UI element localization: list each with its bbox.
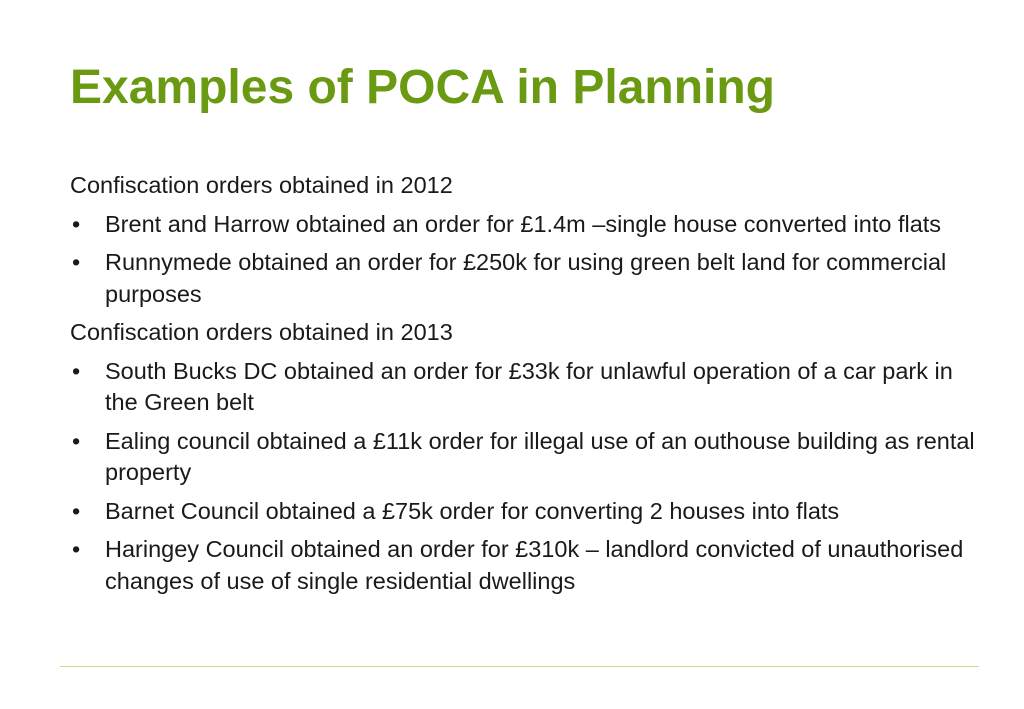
section-heading-2013: Confiscation orders obtained in 2013: [70, 319, 453, 345]
list-item: [70, 247, 980, 310]
bullet-list-2012: [70, 209, 980, 311]
section-heading-2012: Confiscation orders obtained in 2012: [70, 172, 453, 198]
list-item-text: Ealing council obtained a £11k order for illegal use of an outhouse building as rental property: [105, 427, 975, 485]
footer-divider: [60, 666, 979, 667]
list-item: [70, 426, 980, 489]
list-item: [70, 356, 980, 419]
bullet-icon: •: [72, 536, 81, 562]
bullet-list-2013: [70, 356, 980, 598]
slide-content: [70, 170, 980, 604]
list-item: [70, 534, 980, 597]
list-item-text: South Bucks DC obtained an order for £33k for unlawful operation of a car park in the Green belt: [105, 357, 953, 415]
bullet-icon: •: [72, 210, 81, 237]
bullet-icon: •: [72, 427, 81, 454]
list-item: [70, 496, 980, 528]
slide-title: Examples of POCA in Planning: [70, 61, 775, 114]
bullet-icon: •: [72, 497, 81, 524]
list-item: [70, 209, 980, 241]
list-item-text: Brent and Harrow obtained an order for £1.4m –single house converted into flats: [105, 210, 942, 237]
list-item-text: Barnet Council obtained a £75k order for converting 2 houses into flats: [105, 497, 840, 524]
bullet-icon: •: [72, 357, 81, 384]
list-item-text: Runnymede obtained an order for £250k for using green belt land for commercial purposes: [105, 249, 947, 307]
bullet-icon: •: [72, 249, 81, 275]
list-item-text: Haringey Council obtained an order for £310k – landlord convicted of unauthorised changes of use of single residential dwellings: [105, 536, 964, 594]
